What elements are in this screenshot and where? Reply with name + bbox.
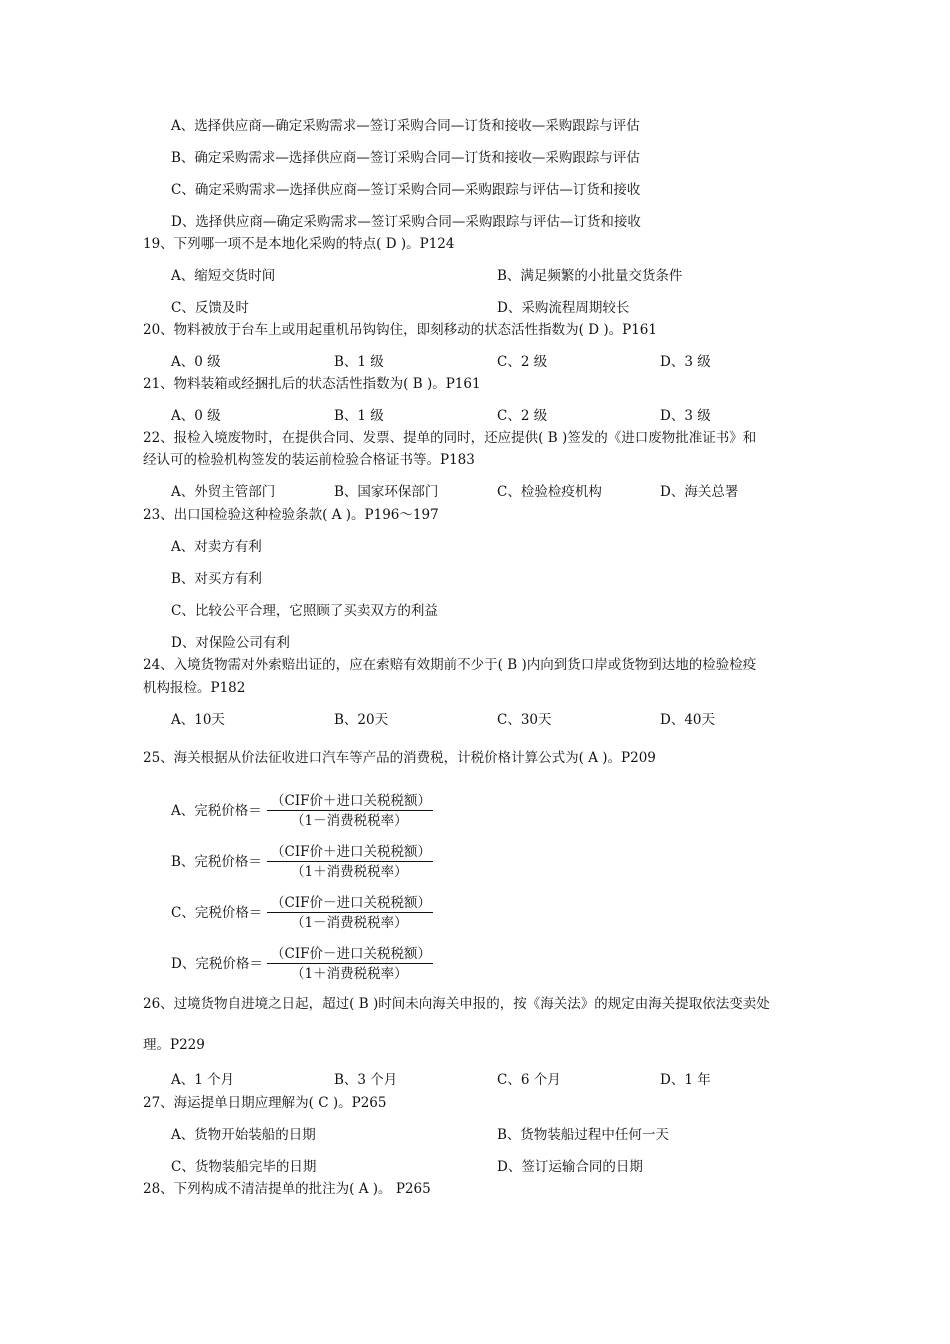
q21-option-b: B、1 级 bbox=[334, 408, 384, 424]
q24-option-a: A、10天 bbox=[171, 712, 225, 728]
q25-option-d-label: D、完税价格＝ bbox=[171, 956, 263, 972]
q20-option-b: B、1 级 bbox=[334, 354, 384, 370]
q27-option-a: A、货物开始装船的日期 bbox=[171, 1127, 316, 1143]
q18-option-c: C、确定采购需求—选择供应商—签订采购合同—采购跟踪与评估—订货和接收 bbox=[171, 182, 641, 198]
q27-option-c: C、货物装船完毕的日期 bbox=[171, 1159, 317, 1175]
q25-option-c-denominator: （1－消费税税率） bbox=[291, 915, 408, 931]
q22-option-c: C、检验检疫机构 bbox=[497, 484, 602, 500]
q23-option-c: C、比较公平合理，它照顾了买卖双方的利益 bbox=[171, 603, 438, 619]
q18-option-b: B、确定采购需求—选择供应商—签订采购合同—订货和接收—采购跟踪与评估 bbox=[171, 150, 640, 166]
q27-option-b: B、货物装船过程中任何一天 bbox=[497, 1127, 669, 1143]
q25-option-b-denominator: （1＋消费税税率） bbox=[291, 864, 408, 880]
q27-question: 27、海运提单日期应理解为( C )。P265 bbox=[143, 1095, 387, 1111]
q19-question: 19、下列哪一项不是本地化采购的特点( D )。P124 bbox=[143, 236, 455, 252]
q21-question: 21、物料装箱或经捆扎后的状态活性指数为( B )。P161 bbox=[143, 376, 481, 392]
q25-option-a-label: A、完税价格＝ bbox=[171, 803, 262, 819]
q23-option-a: A、对卖方有利 bbox=[171, 539, 262, 555]
q25-option-d-numerator: （CIF价－进口关税税额） bbox=[267, 942, 433, 964]
q25-option-a-numerator: （CIF价＋进口关税税额） bbox=[267, 789, 433, 811]
q21-option-c: C、2 级 bbox=[497, 408, 548, 424]
q25-question: 25、海关根据从价法征收进口汽车等产品的消费税，计税价格计算公式为( A )。P209 bbox=[143, 750, 656, 766]
q26-option-d: D、1 年 bbox=[660, 1072, 711, 1088]
q18-option-d: D、选择供应商—确定采购需求—签订采购合同—采购跟踪与评估—订货和接收 bbox=[171, 214, 641, 230]
q21-option-d: D、3 级 bbox=[660, 408, 711, 424]
q24-option-d: D、40天 bbox=[660, 712, 716, 728]
q25-option-a-denominator: （1－消费税税率） bbox=[291, 813, 408, 829]
q22-question-line1: 22、报检入境废物时，在提供合同、发票、提单的同时，还应提供( B )签发的《进口废物批准证书》和 bbox=[143, 430, 757, 446]
q25-option-b-numerator: （CIF价＋进口关税税额） bbox=[267, 840, 433, 862]
q19-option-c: C、反馈及时 bbox=[171, 300, 249, 316]
q20-option-a: A、0 级 bbox=[171, 354, 221, 370]
q19-option-d: D、采购流程周期较长 bbox=[497, 300, 630, 316]
q20-option-c: C、2 级 bbox=[497, 354, 548, 370]
q25-option-d-denominator: （1＋消费税税率） bbox=[291, 966, 408, 982]
q26-option-b: B、3 个月 bbox=[334, 1072, 398, 1088]
q24-question-line2: 机构报检。P182 bbox=[143, 680, 246, 696]
q24-question-line1: 24、入境货物需对外索赔出证的，应在索赔有效期前不少于( B )内向到货口岸或货物到达地的检验检疫 bbox=[143, 657, 757, 673]
q24-option-c: C、30天 bbox=[497, 712, 552, 728]
q25-option-c-label: C、完税价格＝ bbox=[171, 905, 263, 921]
q20-question: 20、物料被放于台车上或用起重机吊钩钩住，即刻移动的状态活性指数为( D )。P161 bbox=[143, 322, 657, 338]
q18-option-a: A、选择供应商—确定采购需求—签订采购合同—订货和接收—采购跟踪与评估 bbox=[171, 118, 640, 134]
q19-option-b: B、满足频繁的小批量交货条件 bbox=[497, 268, 683, 284]
q24-option-b: B、20天 bbox=[334, 712, 389, 728]
q19-option-a: A、缩短交货时间 bbox=[171, 268, 276, 284]
q21-option-a: A、0 级 bbox=[171, 408, 221, 424]
q25-option-c-numerator: （CIF价－进口关税税额） bbox=[267, 891, 433, 913]
q22-option-d: D、海关总署 bbox=[660, 484, 739, 500]
q22-question-line2: 经认可的检验机构签发的装运前检验合格证书等。P183 bbox=[143, 452, 475, 468]
q23-option-b: B、对买方有利 bbox=[171, 571, 262, 587]
q26-question-line2: 理。P229 bbox=[143, 1037, 205, 1053]
q23-question: 23、出口国检验这种检验条款( A )。P196～197 bbox=[143, 507, 439, 523]
q26-option-a: A、1 个月 bbox=[171, 1072, 235, 1088]
q23-option-d: D、对保险公司有利 bbox=[171, 635, 290, 651]
q28-question: 28、下列构成不清洁提单的批注为( A )。 P265 bbox=[143, 1181, 431, 1197]
q22-option-b: B、国家环保部门 bbox=[334, 484, 439, 500]
q25-option-b-label: B、完税价格＝ bbox=[171, 854, 262, 870]
q26-option-c: C、6 个月 bbox=[497, 1072, 561, 1088]
q20-option-d: D、3 级 bbox=[660, 354, 711, 370]
q26-question-line1: 26、过境货物自进境之日起，超过( B )时间未向海关申报的，按《海关法》的规定由海关提取依法变卖处 bbox=[143, 996, 770, 1012]
q27-option-d: D、签订运输合同的日期 bbox=[497, 1159, 643, 1175]
q22-option-a: A、外贸主管部门 bbox=[171, 484, 276, 500]
